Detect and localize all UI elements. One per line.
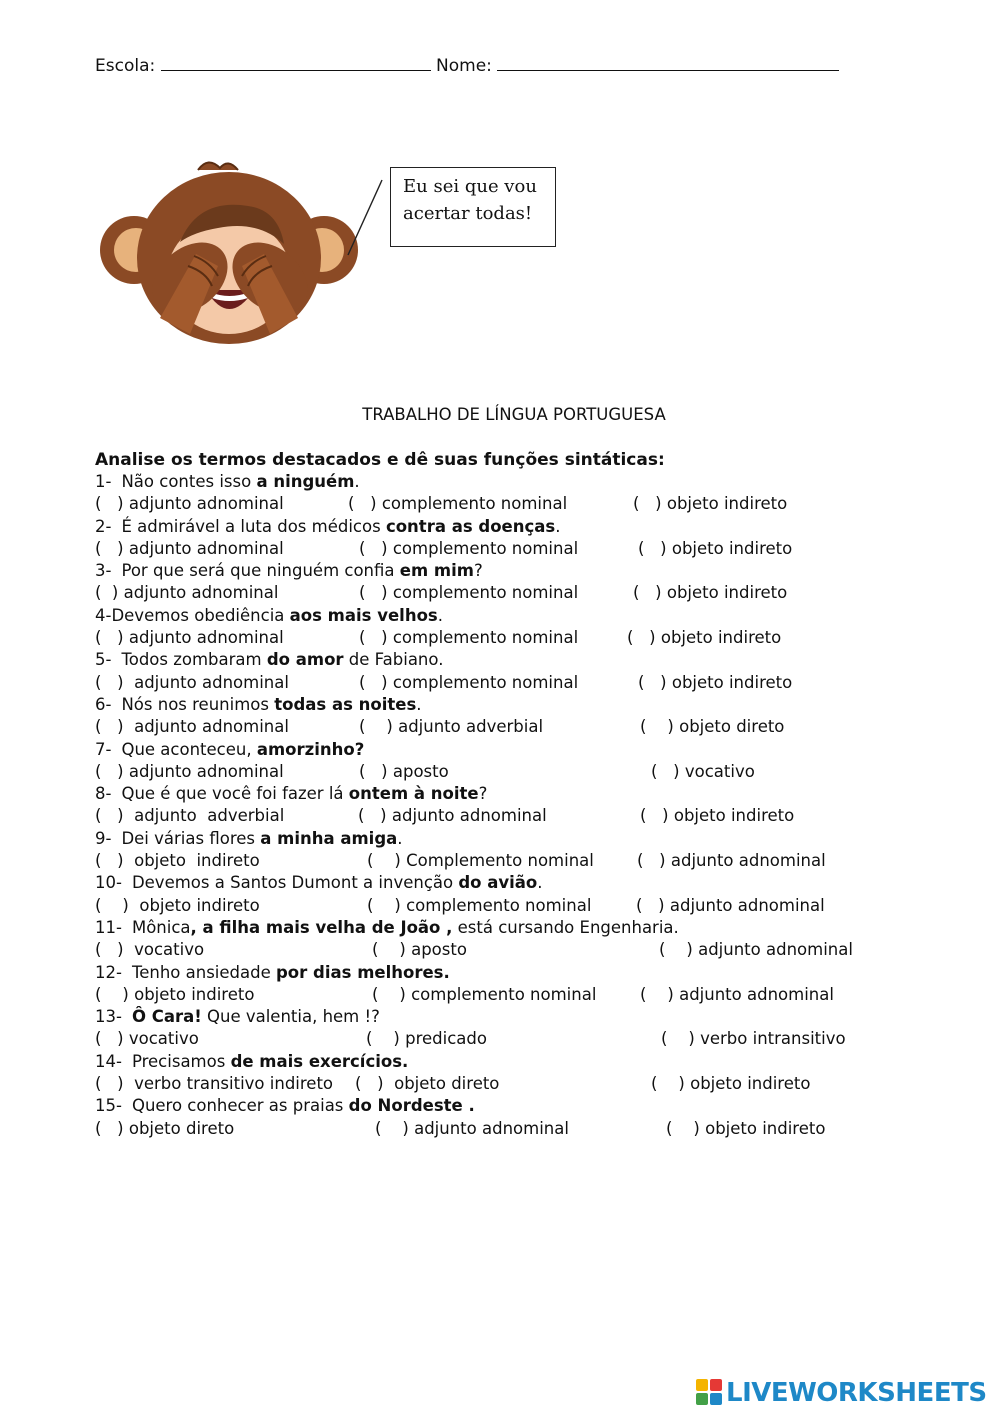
highlighted-term: do amor [266, 650, 344, 670]
answer-option[interactable]: ( ) objeto indireto [640, 806, 795, 826]
question-text: Por que será que ninguém confia [121, 561, 400, 581]
answer-option[interactable]: ( ) adjunto adverbial [359, 717, 544, 737]
question-text: Quero conhecer as praias [131, 1096, 349, 1116]
question-text: Mônica [131, 917, 191, 937]
question-number: 13- [95, 1007, 122, 1027]
question-text-end: ? [478, 784, 488, 804]
question-number: 1- [95, 472, 112, 491]
question-statement [95, 917, 895, 939]
answer-option[interactable]: ( ) adjunto adnominal [636, 895, 825, 915]
question-text: Devemos a Santos Dumont a invenção [131, 873, 459, 893]
answer-option[interactable]: ( ) complemento nominal [359, 538, 579, 558]
question-number: 15- [95, 1096, 122, 1116]
answer-options-row [95, 493, 895, 515]
question-statement [95, 694, 895, 716]
highlighted-term: ontem à noite [348, 784, 479, 804]
highlighted-term: todas as noites [274, 694, 417, 714]
page-title: TRABALHO DE LÍNGUA PORTUGUESA [362, 405, 666, 424]
question-statement [95, 872, 895, 894]
question-text: Que é que você foi fazer lá [121, 784, 349, 804]
highlighted-term: do avião [458, 873, 538, 893]
answer-option[interactable]: ( ) adjunto adverbial [95, 806, 285, 826]
question-text-end: . [354, 472, 360, 491]
school-label: Escola: [95, 56, 156, 76]
speech-bubble [390, 167, 556, 247]
question-text-end: . [437, 605, 443, 625]
answer-option[interactable]: ( ) objeto indireto [95, 895, 260, 915]
answer-options-row [95, 716, 895, 738]
answer-option[interactable]: ( ) adjunto adnominal [95, 628, 284, 648]
answer-option[interactable]: ( ) objeto direto [640, 717, 785, 737]
question-text: Dei várias flores [121, 828, 261, 848]
question-statement [95, 471, 895, 493]
answer-options-row [95, 1073, 895, 1095]
answer-options-row [95, 1118, 895, 1140]
answer-option[interactable]: ( ) objeto direto [95, 1118, 235, 1138]
liveworksheets-logo-text: LIVEWORKSHEETS [726, 1378, 987, 1408]
question-text-end: de Fabiano. [343, 650, 444, 670]
question-text-end: . [555, 516, 561, 536]
question-text: Todos zombaram [121, 650, 267, 670]
answer-option[interactable]: ( ) adjunto adnominal [95, 494, 284, 514]
answer-option[interactable]: ( ) complemento nominal [359, 628, 579, 648]
question-number: 9- [95, 828, 112, 848]
highlighted-term: por dias melhores. [276, 962, 450, 982]
question-statement [95, 783, 895, 805]
speech-bubble-line-1: Eu sei que vou [403, 176, 537, 197]
answer-option[interactable]: ( ) adjunto adnominal [95, 538, 284, 558]
question-number: 5- [95, 650, 112, 670]
answer-option[interactable]: ( ) verbo intransitivo [661, 1029, 846, 1049]
answer-option[interactable]: ( ) verbo transitivo indireto [95, 1074, 334, 1094]
answer-option[interactable]: ( ) vocativo [651, 761, 755, 781]
answer-option[interactable]: ( ) adjunto adnominal [640, 984, 834, 1004]
answer-options-row [95, 895, 895, 917]
answer-option[interactable]: ( ) complemento nominal [372, 984, 597, 1004]
question-number: 10- [95, 873, 122, 893]
question-text: Tenho ansiedade [131, 962, 276, 982]
question-text: Nós nos reunimos [121, 694, 275, 714]
answer-option[interactable]: ( ) adjunto adnominal [659, 940, 853, 960]
answer-option[interactable]: ( ) objeto indireto [638, 672, 793, 692]
questions-list [95, 471, 895, 1140]
answer-options-row [95, 939, 895, 961]
highlighted-term: Ô Cara! [131, 1007, 202, 1027]
liveworksheets-logo [696, 1378, 987, 1408]
school-input-line[interactable] [161, 53, 431, 71]
answer-option[interactable]: ( ) adjunto adnominal [375, 1118, 569, 1138]
answer-option[interactable]: ( ) objeto indireto [651, 1074, 811, 1094]
answer-option[interactable]: ( ) adjunto adnominal [95, 583, 279, 603]
question-statement [95, 605, 895, 627]
question-text: Não contes isso [121, 472, 257, 491]
answer-options-row [95, 582, 895, 604]
answer-option[interactable]: ( ) adjunto adnominal [95, 761, 284, 781]
highlighted-term: aos mais velhos [289, 605, 438, 625]
speech-bubble-line-2: acertar todas! [403, 203, 533, 224]
answer-options-row [95, 805, 895, 827]
answer-option[interactable]: ( ) Complemento nominal [367, 851, 594, 871]
question-text: Precisamos [131, 1051, 231, 1071]
answer-options-row [95, 984, 895, 1006]
question-text: Devemos obediência [111, 605, 290, 625]
answer-option[interactable]: ( ) complemento nominal [359, 672, 579, 692]
name-input-line[interactable] [497, 53, 839, 71]
question-statement [95, 1051, 895, 1073]
answer-options-row [95, 672, 895, 694]
answer-option[interactable]: ( ) aposto [372, 940, 467, 960]
highlighted-term: do Nordeste . [348, 1096, 475, 1116]
answer-options-row [95, 1028, 895, 1050]
highlighted-term: em mim [399, 561, 474, 581]
question-number: 3- [95, 561, 112, 581]
answer-option[interactable]: ( ) objeto indireto [633, 583, 788, 603]
answer-options-row [95, 627, 895, 649]
answer-option[interactable]: ( ) objeto indireto [638, 538, 793, 558]
question-statement [95, 739, 895, 761]
question-text-end: está cursando Engenharia. [452, 917, 679, 937]
liveworksheets-logo-icon [696, 1379, 724, 1407]
question-text-end: . [537, 873, 543, 893]
answer-options-row [95, 761, 895, 783]
answer-options-row [95, 538, 895, 560]
question-statement [95, 1006, 895, 1028]
question-statement [95, 962, 895, 984]
answer-option[interactable]: ( ) complemento nominal [348, 494, 568, 514]
answer-option[interactable]: ( ) objeto direto [355, 1074, 500, 1094]
answer-option[interactable]: ( ) objeto indireto [95, 851, 260, 871]
name-label: Nome: [436, 56, 492, 76]
question-text-end: Que valentia, hem !? [201, 1007, 380, 1027]
answer-option[interactable]: ( ) aposto [359, 761, 449, 781]
answer-option[interactable]: ( ) predicado [366, 1029, 487, 1049]
highlighted-term: contra as doenças [385, 516, 556, 536]
question-number: 6- [95, 694, 112, 714]
highlighted-term: de mais exercícios. [230, 1051, 409, 1071]
answer-option[interactable]: ( ) adjunto adnominal [637, 851, 826, 871]
question-statement [95, 828, 895, 850]
monkey-covering-eyes-illustration [98, 158, 360, 346]
answer-option[interactable]: ( ) vocativo [95, 1029, 199, 1049]
answer-option[interactable]: ( ) adjunto adnominal [95, 672, 289, 692]
question-number: 4- [95, 605, 112, 625]
question-number: 7- [95, 739, 112, 759]
question-number: 11- [95, 917, 122, 937]
question-number: 8- [95, 784, 112, 804]
question-number: 12- [95, 962, 122, 982]
highlighted-term: , a filha mais velha de João , [190, 917, 453, 937]
answer-option[interactable]: ( ) objeto indireto [95, 984, 255, 1004]
instruction: Analise os termos destacados e dê suas funções sintáticas: [95, 450, 665, 470]
answer-option[interactable]: ( ) adjunto adnominal [95, 717, 289, 737]
answer-option[interactable]: ( ) objeto indireto [627, 628, 782, 648]
question-statement [95, 649, 895, 671]
question-number: 2- [95, 516, 112, 536]
answer-options-row [95, 850, 895, 872]
answer-option[interactable]: ( ) adjunto adnominal [358, 806, 547, 826]
question-statement [95, 1095, 895, 1117]
answer-option[interactable]: ( ) complemento nominal [367, 895, 592, 915]
question-text-end: . [416, 694, 422, 714]
question-statement [95, 516, 895, 538]
highlighted-term: a minha amiga [260, 828, 398, 848]
answer-option[interactable]: ( ) complemento nominal [359, 583, 579, 603]
answer-option[interactable]: ( ) vocativo [95, 940, 205, 960]
answer-option[interactable]: ( ) objeto indireto [666, 1118, 826, 1138]
question-text: É admirável a luta dos médicos [121, 516, 386, 536]
question-text-end: ? [473, 561, 483, 581]
question-statement [95, 560, 895, 582]
question-text: Que aconteceu, [121, 739, 257, 759]
question-text-end: . [397, 828, 403, 848]
answer-option[interactable]: ( ) objeto indireto [633, 494, 788, 514]
highlighted-term: amorzinho? [256, 739, 365, 759]
highlighted-term: a ninguém [256, 472, 355, 491]
question-number: 14- [95, 1051, 122, 1071]
header-fields [95, 53, 839, 76]
